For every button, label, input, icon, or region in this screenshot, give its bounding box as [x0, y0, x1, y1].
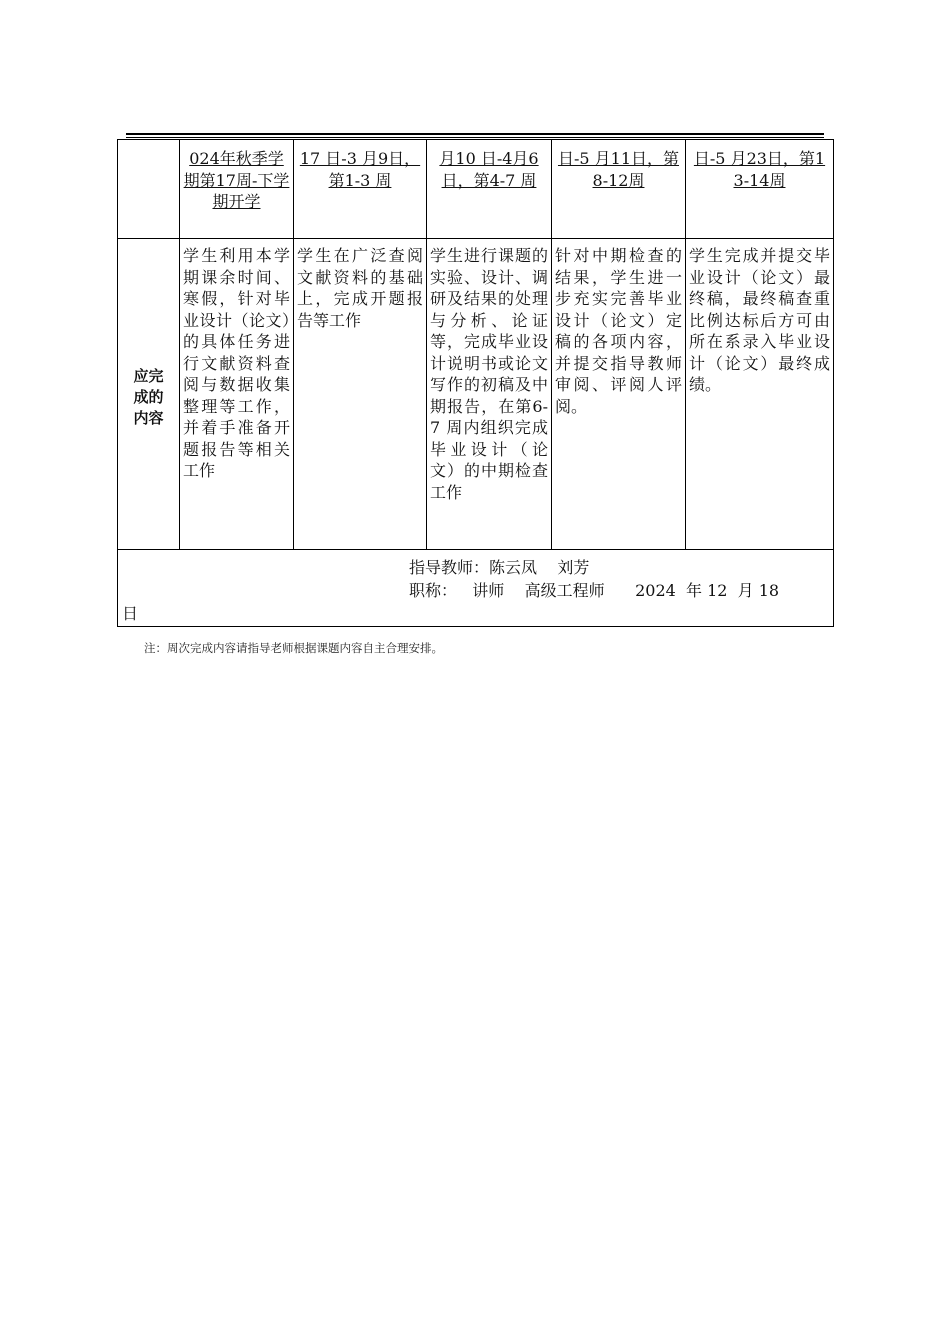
- period-3-text: 月10 日-4月6 日，第4-7 周: [439, 149, 539, 190]
- header-period-4: [552, 140, 686, 239]
- content-cell-2: 学生在广泛查阅文献资料的基础上，完成开题报告等工作: [294, 239, 427, 550]
- header-period-1: [180, 140, 294, 239]
- period-2-text: 17 日-3 月9日，第1-3 周: [299, 149, 421, 190]
- header-period-3: [427, 140, 552, 239]
- period-1-text: 024年秋季学期第17周-下学期开学: [183, 149, 290, 211]
- content-cell-5: 学生完成并提交毕业设计（论文）最终稿，最终稿查重比例达标后方可由所在系录入毕业设计（论文）最终成绩。: [686, 239, 834, 550]
- row-label: 应完成的内容: [118, 239, 180, 550]
- footnote: 注：周次完成内容请指导老师根据课题内容自主合理安排。: [144, 641, 443, 655]
- content-cell-4: 针对中期检查的结果，学生进一步充实完善毕业设计（论文）定稿的各项内容，并提交指导教师审阅、评阅人评阅。: [552, 239, 686, 550]
- header-period-5: [686, 140, 834, 239]
- schedule-header-row: [118, 140, 834, 239]
- title-date-line: 职称： 讲师 高级工程师 2024 年 12 月 18: [409, 581, 780, 600]
- period-5-text: 日-5 月23日，第13-14周: [693, 149, 826, 190]
- content-cell-1: 学生利用本学期课余时间、寒假，针对毕业设计（论文）的具体任务进行文献资料查阅与数据收集整理等工作，并着手准备开题报告等相关工作: [180, 239, 294, 550]
- advisor-line: 指导教师：陈云凤 刘芳: [409, 558, 590, 577]
- signature-row: [118, 550, 834, 627]
- schedule-table: [117, 139, 834, 627]
- top-border-rule-thin: [126, 137, 824, 138]
- signature-cell: [118, 550, 834, 627]
- top-border-rule: [126, 133, 824, 135]
- header-period-2: [294, 140, 427, 239]
- period-4-text: 日-5 月11日，第8-12周: [557, 149, 680, 190]
- date-day-char: 日: [122, 604, 139, 623]
- schedule-content-row: [118, 239, 834, 550]
- header-blank-cell: [118, 140, 180, 239]
- content-cell-3: 学生进行课题的实验、设计、调研及结果的处理与分析、论证等，完成毕业设计说明书或论文写作的初稿及中期报告，在第6-7 周内组织完成毕业设计（论文）的中期检查工作: [427, 239, 552, 550]
